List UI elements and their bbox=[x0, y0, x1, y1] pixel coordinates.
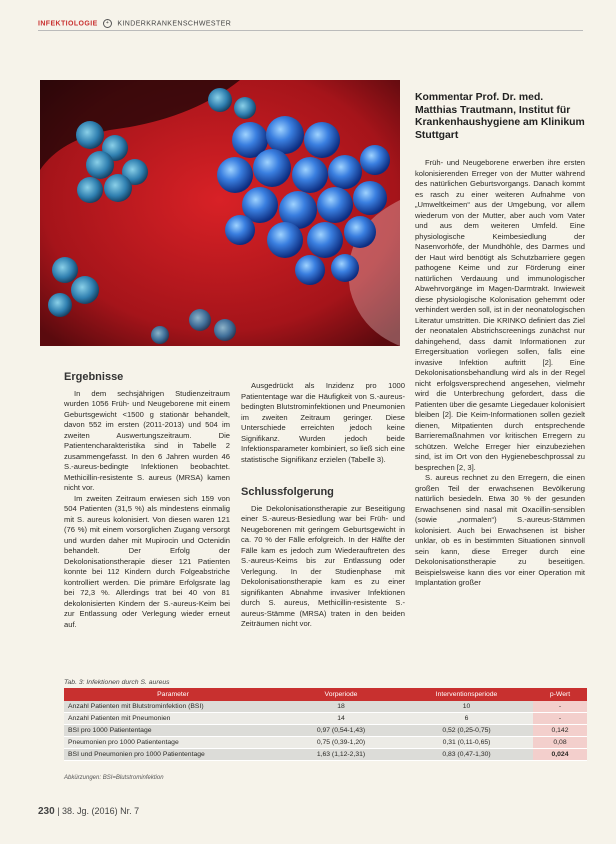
middle-column bbox=[241, 381, 405, 630]
infection-table bbox=[64, 688, 587, 761]
comment-paragraph-2: S. aureus rechnet zu den Erregern, die einen großen Teil der erwachsenen Bevölkerung natürlich besiedeln. Etwa 30 % der gesunden Erwachsenen sind nasal mit Oxacillin-sensiblen (sowie „normalen“) S.-aureus-Stämmen kolonisiert. Auch bei Erwachsenen ist bisher unklar, ob es in bestimmten Situationen sinnvoll sein kann, diese Erreger durch eine Dekolonisationstherapie zu beseitigen. Beispielsweise kann dies vor einer Operation mit Implantation großer bbox=[415, 473, 585, 587]
running-header bbox=[38, 19, 231, 28]
page-number: 230 bbox=[38, 806, 55, 817]
table-row bbox=[64, 737, 587, 749]
issue-info: | 38. Jg. (2016) Nr. 7 bbox=[57, 806, 140, 816]
photo-credit bbox=[402, 230, 410, 340]
page-footer bbox=[38, 806, 139, 817]
col-parameter: Parameter bbox=[64, 688, 282, 701]
table-abbreviations: Abkürzungen: BSI=Blutstrominfektion bbox=[64, 775, 164, 781]
conclusion-paragraph: Die Dekolonisationstherapie zur Beseitigung einer S.-aureus-Besiedlung war bei Früh- und Neugeborenen mit geringem Geburtsgewicht in ca. 70 % der Fälle erfolgreich. In der Hälfte der Fälle kam es jedoch zum Wiederauftreten des S.-aureus-Keims bis zur Entlassung oder Verlegung. In der Studienphase mit Dekolonisationstherapie kam es zu einer signifikanten Abnahme invasiver Infektionen durch S. aureus, Methicillin-resistente S.-aureus-Stämme (MRSA) traten in den beiden Zeiträumen nicht vor. bbox=[241, 503, 405, 628]
conclusion-heading: Schlussfolgerung bbox=[241, 486, 334, 498]
table-row bbox=[64, 701, 587, 713]
table-row bbox=[64, 725, 587, 737]
cell-interventionsperiode: 6 bbox=[400, 713, 533, 725]
section-label: INFEKTIOLOGIE bbox=[38, 20, 98, 28]
cell-vorperiode: 0,97 (0,54-1,43) bbox=[282, 725, 400, 737]
cell-parameter: BSI pro 1000 Patiententage bbox=[64, 725, 282, 737]
results-paragraph-2: Im zweiten Zeitraum erwiesen sich 159 von 504 Patienten (31,5 %) als mindestens einmalig mit S. aureus kolonisiert. Von diesen waren 121 (76 %) mit einem vorsorglichen Zugang versorgt und wurden daher mit Mupirocin und Octenidin behandelt. Der Erfolg der Dekolonisationstherapie dieser 121 Patienten konnte bei 112 Kindern durch Folgeabstriche kontrolliert werden. Die primäre Erfolgsrate lag bei 72,3 %. Allerdings trat bei 40 von 81 dekolonisierten Kindern der S.-aureus-Keim bei zur Entlassung oder Verlegung wieder erneut auf. bbox=[64, 493, 230, 629]
col-p-wert: p-Wert bbox=[533, 688, 587, 701]
incidence-paragraph: Ausgedrückt als Inzidenz pro 1000 Patiententage war die Häufigkeit von S.-aureus-bedingten Blutstrominfektionen und Pneumonien im zweiten Zeitraum geringer. Diese Unterschiede erreichten jedoch keine Signifikanz. Wurden jedoch beide Infektionsparameter kombiniert, so ließ sich eine statistische Signifikanz erzielen (Tabelle 3). bbox=[241, 381, 405, 464]
topic-label: KINDERKRANKENSCHWESTER bbox=[117, 20, 232, 28]
comment-title: Kommentar Prof. Dr. med. Matthias Trautmann, Institut für Krankenhaushygiene am Klinikum Stuttgart bbox=[415, 92, 585, 141]
col-interventionsperiode: Interventionsperiode bbox=[400, 688, 533, 701]
cell-interventionsperiode: 10 bbox=[400, 701, 533, 713]
cell-parameter: BSI und Pneumonien pro 1000 Patiententage bbox=[64, 749, 282, 761]
bacteria-micrograph bbox=[40, 80, 400, 346]
cell-parameter: Anzahl Patienten mit Pneumonien bbox=[64, 713, 282, 725]
cell-parameter: Pneumonien pro 1000 Patiententage bbox=[64, 737, 282, 749]
table-row bbox=[64, 713, 587, 725]
results-column bbox=[64, 372, 230, 630]
table-caption: Tab. 3: Infektionen durch S. aureus bbox=[64, 679, 170, 686]
cell-p-wert: 0,142 bbox=[533, 725, 587, 737]
header-rule bbox=[38, 30, 583, 31]
results-heading: Ergebnisse bbox=[64, 371, 124, 383]
cell-p-wert: - bbox=[533, 713, 587, 725]
cell-parameter: Anzahl Patienten mit Blutstrominfektion (BSI) bbox=[64, 701, 282, 713]
micrograph-image bbox=[40, 80, 400, 346]
table-row bbox=[64, 749, 587, 761]
comment-body bbox=[415, 158, 585, 589]
cell-vorperiode: 0,75 (0,39-1,20) bbox=[282, 737, 400, 749]
cell-p-wert: 0,024 bbox=[533, 749, 587, 761]
cell-p-wert: 0,08 bbox=[533, 737, 587, 749]
col-vorperiode: Vorperiode bbox=[282, 688, 400, 701]
cross-icon: + bbox=[103, 19, 112, 28]
cell-vorperiode: 18 bbox=[282, 701, 400, 713]
cell-p-wert: - bbox=[533, 701, 587, 713]
cell-interventionsperiode: 0,31 (0,11-0,65) bbox=[400, 737, 533, 749]
cell-interventionsperiode: 0,52 (0,25-0,75) bbox=[400, 725, 533, 737]
results-paragraph-1: In dem sechsjährigen Studienzeitraum wurden 1056 Früh- und Neugeborene mit einem Geburtsgewicht <1500 g stationär behandelt, davon 552 im ersten (2011-2013) und 504 im zweiten Auswertungszeitraum. Die Patientencharakteristika sind in Tabelle 2 zusammengefasst. In den 6 Jahren wurden 46 S.-aureus-bedingte Infektionen beobachtet. Methicillin-resistente S. aureus (MRSA) kamen nicht vor. bbox=[64, 388, 230, 492]
comment-paragraph-1: Früh- und Neugeborene erwerben ihre ersten kolonisierenden Erreger von der Mutter während des natürlichen Geburtsvorgangs. Danach kommt es rasch zu einer weiteren Aufnahme von „Umweltkeimen“ aus der Umgebung, vor allem wiederum von der Mutter, aber auch vom Vater und aus dem weiteren Umfeld. Eine physiologische Keimbesiedlung der Nasenvorhöfe, der Mundhöhle, des Darmes und der Haut wird benötigt als Schutzbarriere gegen pathogene Keime und zur Förderung einer natürlichen Verdauung und immunologischer Abwehrvorgänge im Magen-Darmtrakt. Inwieweit diese physiologische Kolonisation gehemmt oder verhindert werden soll, ist in der neonatologischen Literatur umstritten. Die KRINKO definiert das Ziel der neonatalen Abstrichscreenings zunächst nur dahingehend, dass damit Informationen zur Erregersituation vorliegen sollen, falls eine invasive Infektion auftritt [2]. Eine Dekolonisationsbehandlung wird als in der Regel nicht erfolgsversprechend angesehen, vielmehr wird die Unterbrechung gefordert, dass die Patienten über die gesamte Liegedauer kolonisiert bleiben [2]. Die Keim-Informationen sollen gezielt dienen, Mitpatienten durch entsprechende Barrieremaßnahmen vor kritischen Erregern zu schützen. Welche Erreger hier einzubeziehen sind, ist im Ort von den Hygienebeschprossal zu besprechen [2, 3]. bbox=[415, 158, 585, 472]
table-header-row bbox=[64, 688, 587, 701]
cell-vorperiode: 14 bbox=[282, 713, 400, 725]
cell-interventionsperiode: 0,83 (0,47-1,30) bbox=[400, 749, 533, 761]
cell-vorperiode: 1,63 (1,12-2,31) bbox=[282, 749, 400, 761]
